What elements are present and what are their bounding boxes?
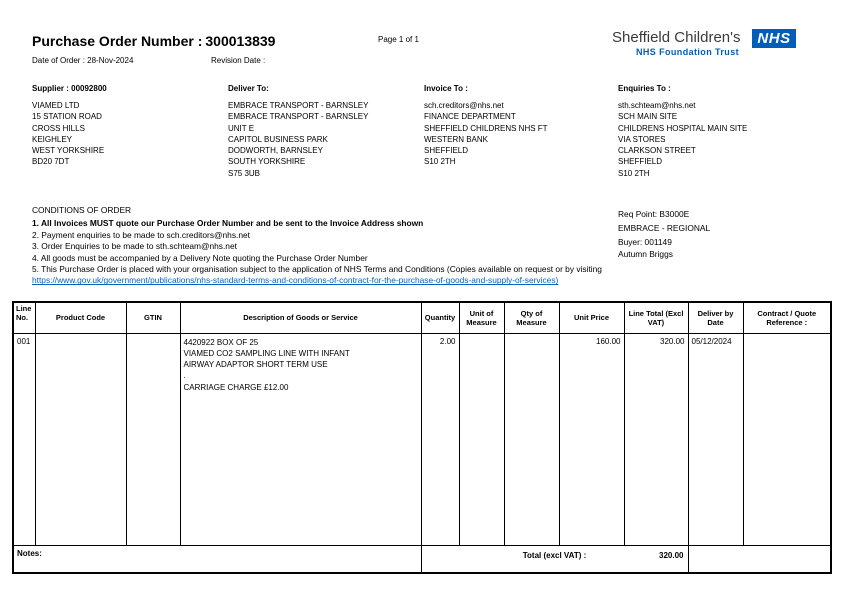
- invoice-to-label: Invoice To :: [424, 84, 468, 93]
- description-line: VIAMED CO2 SAMPLING LINE WITH INFANT: [183, 348, 350, 358]
- req-point: Req Point: B3000E: [618, 209, 690, 219]
- address-line: BD20 7DT: [32, 157, 70, 167]
- address-line: CAPITOL BUSINESS PARK: [228, 134, 328, 144]
- header-line-total: Line Total (Excl VAT): [624, 302, 688, 333]
- deliver-to-label: Deliver To:: [228, 84, 269, 93]
- buyer-name: Autumn Briggs: [618, 248, 673, 259]
- description-line: 4420922 BOX OF 25: [183, 337, 259, 347]
- logo-trust-name: NHS Foundation Trust: [636, 47, 739, 57]
- date-of-order: [32, 56, 133, 65]
- nhs-logo: [610, 27, 806, 61]
- division: EMBRACE - REGIONAL: [618, 222, 711, 233]
- table-header-row: [13, 302, 831, 333]
- address-line: DODWORTH, BARNSLEY: [228, 146, 323, 156]
- enquiries-to-address: [618, 100, 747, 179]
- total-cell: [421, 545, 688, 573]
- cell-product-code: [35, 333, 126, 545]
- address-line: UNIT E: [228, 123, 255, 133]
- po-number-label: Purchase Order Number :: [32, 33, 203, 49]
- req-point-block: [618, 208, 710, 235]
- invoice-to-block: [424, 84, 548, 168]
- address-line: CHILDRENS HOSPITAL MAIN SITE: [618, 123, 748, 133]
- description-line: AIRWAY ADAPTOR SHORT TERM USE: [183, 360, 328, 370]
- table-row: [13, 333, 831, 545]
- total-excl-vat-value: 320.00: [659, 550, 684, 560]
- deliver-to-address: [228, 100, 368, 179]
- address-line: S10 2TH: [618, 168, 650, 178]
- revision-date-label: Revision Date :: [211, 56, 266, 65]
- address-line: WESTERN BANK: [424, 134, 489, 144]
- address-line: VIAMED LTD: [32, 101, 80, 110]
- address-line: SCH MAIN SITE: [618, 112, 678, 122]
- description-line: .: [183, 371, 186, 381]
- buyer-code: Buyer: 001149: [618, 237, 672, 247]
- address-line: SOUTH YORKSHIRE: [228, 157, 306, 167]
- supplier-label: Supplier : 00092800: [32, 84, 107, 93]
- date-of-order-value: 28-Nov-2024: [87, 56, 134, 65]
- notes-cell: [13, 545, 421, 573]
- supplier-code: 00092800: [71, 84, 107, 93]
- address-line: VIA STORES: [618, 134, 666, 144]
- address-line: EMBRACE TRANSPORT - BARNSLEY: [228, 112, 369, 122]
- page-title: [32, 33, 275, 49]
- po-number-value: 300013839: [205, 33, 276, 49]
- header-qty-of-measure: Qty of Measure: [504, 302, 559, 333]
- address-line: sth.schteam@nhs.net: [618, 101, 696, 110]
- page-number: Page 1 of 1: [378, 35, 419, 44]
- invoice-to-address: [424, 100, 548, 168]
- address-line: KEIGHLEY: [32, 134, 73, 144]
- address-line: SHEFFIELD: [424, 146, 469, 156]
- cell-line-total: 320.00: [624, 333, 688, 545]
- address-line: CLARKSON STREET: [618, 146, 696, 156]
- address-line: S75 3UB: [228, 168, 261, 178]
- enquiries-to-block: [618, 84, 747, 179]
- nhs-terms-link[interactable]: https://www.gov.uk/government/publications/nhs-standard-terms-and-conditions-of-contract-for-the-purchase-of-goods-and-supply-of-services): [32, 275, 559, 286]
- conditions-block: [32, 205, 602, 287]
- header-contract-ref: Contract / Quote Reference :: [743, 302, 831, 333]
- description-line: CARRIAGE CHARGE £12.00: [183, 382, 289, 392]
- condition-line-5: 5. This Purchase Order is placed with your organisation subject to the application of NHS Terms and Conditions (Copies available on request or by visiting: [32, 264, 602, 275]
- address-line: 15 STATION ROAD: [32, 112, 102, 122]
- cell-contract-ref: [743, 333, 831, 545]
- buyer-block: [618, 237, 673, 260]
- footer-empty-cell: [688, 545, 831, 573]
- header-quantity: Quantity: [421, 302, 459, 333]
- supplier-address: [32, 100, 107, 168]
- deliver-to-block: [228, 84, 368, 179]
- condition-line-1: 1. All Invoices MUST quote our Purchase Order Number and be sent to the Invoice Address shown: [32, 218, 424, 229]
- header-line-no: Line No.: [13, 302, 35, 333]
- header-product-code: Product Code: [35, 302, 126, 333]
- address-line: sch.creditors@nhs.net: [424, 101, 504, 110]
- cell-description: [180, 333, 421, 545]
- header-description: Description of Goods or Service: [180, 302, 421, 333]
- condition-line-4: 4. All goods must be accompanied by a Delivery Note quoting the Purchase Order Number: [32, 252, 368, 263]
- cell-unit-of-measure: [459, 333, 504, 545]
- cell-deliver-by: 05/12/2024: [688, 333, 743, 545]
- address-line: SHEFFIELD CHILDRENS NHS FT: [424, 123, 548, 133]
- total-excl-vat-label: Total (excl VAT) :: [522, 550, 587, 560]
- header-unit-price: Unit Price: [559, 302, 624, 333]
- address-line: WEST YORKSHIRE: [32, 146, 105, 156]
- address-line: CROSS HILLS: [32, 123, 85, 133]
- header-deliver-by: Deliver by Date: [688, 302, 743, 333]
- table-footer-row: [13, 545, 831, 573]
- conditions-heading: CONDITIONS OF ORDER: [32, 205, 132, 215]
- cell-gtin: [126, 333, 180, 545]
- logo-org-name: Sheffield Children's: [612, 29, 741, 46]
- cell-line-no: 001: [13, 333, 35, 545]
- order-items-table: [12, 301, 832, 574]
- supplier-block: [32, 84, 107, 168]
- address-line: SHEFFIELD: [618, 157, 663, 167]
- address-line: EMBRACE TRANSPORT - BARNSLEY: [228, 101, 369, 110]
- condition-line-3: 3. Order Enquiries to be made to sth.schteam@nhs.net: [32, 241, 237, 252]
- cell-unit-price: 160.00: [559, 333, 624, 545]
- header-gtin: GTIN: [126, 302, 180, 333]
- address-line: FINANCE DEPARTMENT: [424, 112, 516, 122]
- condition-line-2: 2. Payment enquiries to be made to sch.creditors@nhs.net: [32, 229, 250, 240]
- nhs-logo-box: NHS: [752, 29, 796, 48]
- cell-quantity: 2.00: [421, 333, 459, 545]
- notes-label: Notes:: [17, 548, 42, 558]
- cell-qty-of-measure: [504, 333, 559, 545]
- address-line: S10 2TH: [424, 157, 456, 167]
- header-unit-of-measure: Unit of Measure: [459, 302, 504, 333]
- date-of-order-label: Date of Order :: [32, 56, 85, 65]
- enquiries-to-label: Enquiries To :: [618, 84, 671, 93]
